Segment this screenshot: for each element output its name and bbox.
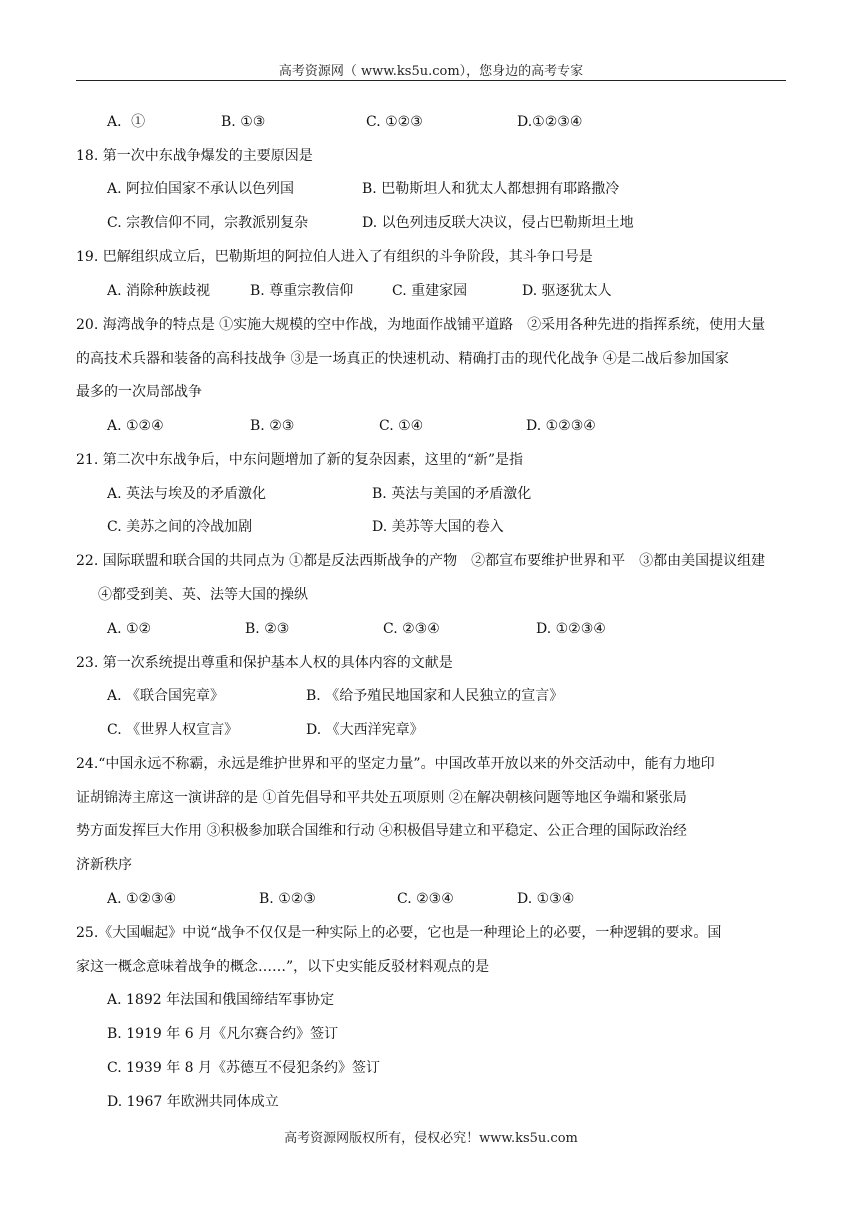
q22-stem-line2: ④都受到美、英、法等大国的操纵 xyxy=(98,587,308,603)
q25-stem-line2: 家这一概念意味着战争的概念……”，以下史实能反驳材料观点的是 xyxy=(76,959,490,975)
q21-option-a: A. 英法与埃及的矛盾激化 xyxy=(107,486,267,502)
q23-option-a: A. 《联合国宪章》 xyxy=(107,688,225,704)
q20-option-b: B. ②③ xyxy=(250,418,295,434)
q24-option-b: B. ①②③ xyxy=(259,891,316,907)
q24-stem-line1: 24.“中国永远不称霸，永远是维护世界和平的坚定力量”。中国改革开放以来的外交活动中，能有力地印 xyxy=(76,756,715,772)
q23-options-row1 xyxy=(0,686,860,706)
q21-option-d: D. 美苏等大国的卷入 xyxy=(372,519,504,535)
q19-option-d: D. 驱逐犹太人 xyxy=(522,283,612,299)
q22-option-a: A. ①② xyxy=(107,621,152,637)
q21-options-row2 xyxy=(0,517,860,537)
q24-option-c: C. ②③④ xyxy=(397,891,454,907)
q23-option-c: C. 《世界人权宣言》 xyxy=(107,722,239,738)
q18-options-row2 xyxy=(0,213,860,233)
q23-option-d: D. 《大西洋宪章》 xyxy=(306,722,424,738)
q25-option-b: B. 1919 年 6 月《凡尔赛合约》签订 xyxy=(107,1026,339,1042)
q23-options-row2 xyxy=(0,720,860,740)
q18-option-a: A. 阿拉伯国家不承认以色列国 xyxy=(107,181,295,197)
q17-option-b: B. ①③ xyxy=(221,114,266,130)
q22-options xyxy=(0,619,860,639)
q24-option-d: D. ①③④ xyxy=(517,891,575,907)
q20-option-a: A. ①②④ xyxy=(107,418,164,434)
q21-option-c: C. 美苏之间的冷战加剧 xyxy=(107,519,253,535)
q19-stem: 19. 巴解组织成立后，巴勒斯坦的阿拉伯人进入了有组织的斗争阶段，其斗争口号是 xyxy=(76,249,593,265)
header-rule xyxy=(76,80,786,81)
q17-option-c: C. ①②③ xyxy=(366,114,423,130)
q22-option-c: C. ②③④ xyxy=(383,621,440,637)
q21-option-b: B. 英法与美国的矛盾激化 xyxy=(372,486,532,502)
q19-option-c: C. 重建家园 xyxy=(392,283,468,299)
q18-option-d: D. 以色列违反联大决议，侵占巴勒斯坦土地 xyxy=(362,215,634,231)
q18-option-c: C. 宗教信仰不同，宗教派别复杂 xyxy=(107,215,309,231)
q23-option-b: B. 《给予殖民地国家和人民独立的宣言》 xyxy=(306,688,564,704)
q23-stem: 23. 第一次系统提出尊重和保护基本人权的具体内容的文献是 xyxy=(76,655,453,671)
q24-option-a: A. ①②③④ xyxy=(107,891,177,907)
q22-stem-line1: 22. 国际联盟和联合国的共同点为 ①都是反法西斯战争的产物 ②都宣布要维护世界和平 ③都由美国提议组建 xyxy=(76,553,766,569)
q24-stem-line4: 济新秩序 xyxy=(76,857,132,873)
q19-options xyxy=(0,281,860,301)
q20-options xyxy=(0,416,860,436)
q20-stem-line2: 的高技术兵器和装备的高科技战争 ③是一场真正的快速机动、精确打击的现代化战争 ④是二战后参加国家 xyxy=(76,351,729,367)
q18-stem: 18. 第一次中东战争爆发的主要原因是 xyxy=(76,148,313,164)
q20-option-c: C. ①④ xyxy=(379,418,424,434)
q18-option-b: B. 巴勒斯坦人和犹太人都想拥有耶路撒冷 xyxy=(362,181,620,197)
q17-options xyxy=(0,112,860,132)
q24-stem-line2: 证胡锦涛主席这一演讲辞的是 ①首先倡导和平共处五项原则 ②在解决朝核问题等地区争端和紧张局 xyxy=(76,790,687,806)
q21-options-row1 xyxy=(0,484,860,504)
q17-option-a: A．① xyxy=(107,114,146,130)
q17-option-d: D.①②③④ xyxy=(517,114,583,130)
q19-option-b: B. 尊重宗教信仰 xyxy=(250,283,354,299)
q19-option-a: A. 消除种族歧视 xyxy=(107,283,211,299)
q22-option-b: B. ②③ xyxy=(245,621,290,637)
q25-option-c: C. 1939 年 8 月《苏德互不侵犯条约》签订 xyxy=(107,1060,380,1076)
q22-option-d: D. ①②③④ xyxy=(536,621,606,637)
page-footer: 高考资源网版权所有，侵权必究！www.ks5u.com xyxy=(284,1131,578,1146)
q21-stem: 21. 第二次中东战争后，中东问题增加了新的复杂因素，这里的“新”是指 xyxy=(76,452,524,468)
q20-option-d: D. ①②③④ xyxy=(526,418,596,434)
q25-option-d: D. 1967 年欧洲共同体成立 xyxy=(107,1094,279,1110)
q24-stem-line3: 势方面发挥巨大作用 ③积极参加联合国维和行动 ④积极倡导建立和平稳定、公正合理的国际政治经 xyxy=(76,823,687,839)
q20-stem-line1: 20. 海湾战争的特点是 ①实施大规模的空中作战，为地面作战铺平道路 ②采用各种先进的指挥系统，使用大量 xyxy=(76,317,766,333)
page-header: 高考资源网（ www.ks5u.com），您身边的高考专家 xyxy=(278,64,584,79)
q24-options xyxy=(0,889,860,909)
q18-options-row1 xyxy=(0,179,860,199)
q25-stem-line1: 25.《大国崛起》中说“战争不仅仅是一种实际上的必要，它也是一种理论上的必要，一种逻辑的要求。国 xyxy=(76,925,722,941)
q20-stem-line3: 最多的一次局部战争 xyxy=(76,384,202,400)
q25-option-a: A. 1892 年法国和俄国缔结军事协定 xyxy=(107,992,335,1008)
